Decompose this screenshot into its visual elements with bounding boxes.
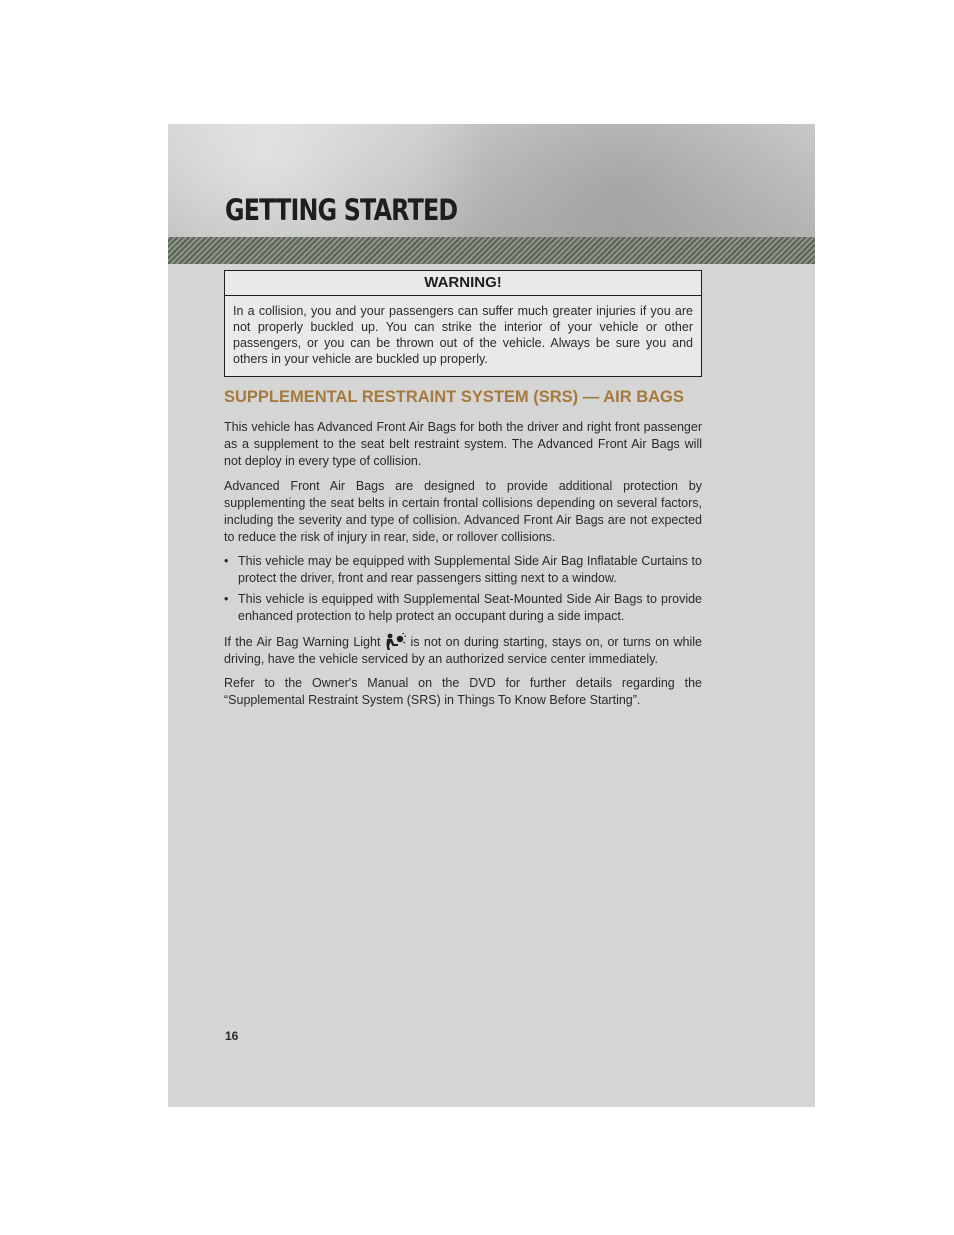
page-title: GETTING STARTED xyxy=(225,193,458,227)
section-heading: SUPPLEMENTAL RESTRAINT SYSTEM (SRS) — AIR BAGS xyxy=(224,388,684,406)
paragraph-front-airbags: This vehicle has Advanced Front Air Bags for both the driver and right front passenger as a supplement to the seat belt restraint system. The Advanced Front Air Bags will not deploy in every type of collision. xyxy=(224,420,702,468)
list-item xyxy=(224,553,702,587)
page-header xyxy=(168,124,815,237)
warning-title: WARNING! xyxy=(225,271,701,296)
manual-page xyxy=(168,124,815,1107)
page-number: 16 xyxy=(225,1029,239,1043)
bullet-text: This vehicle is equipped with Supplemental Seat-Mounted Side Air Bags to provide enhanced protection to help protect an occupant during a side impact. xyxy=(238,592,702,623)
list-item xyxy=(224,591,702,625)
bullet-marker: • xyxy=(224,592,229,606)
airbag-warning-light-icon xyxy=(384,633,406,650)
bullet-text: This vehicle may be equipped with Supplemental Side Air Bag Inflatable Curtains to protect the driver, front and rear passengers sitting next to a window. xyxy=(238,554,702,585)
bullet-marker: • xyxy=(224,554,229,568)
paragraph-warning-light xyxy=(224,633,702,668)
header-stripe xyxy=(168,237,815,264)
warning-light-text-start: If the Air Bag Warning Light xyxy=(224,635,381,649)
warning-box xyxy=(224,270,702,377)
warning-light-text-end: is not on during starting, stays on, or turns on while driving, have the vehicle serviced by an authorized service center immediately. xyxy=(224,635,702,666)
paragraph-airbag-design: Advanced Front Air Bags are designed to provide additional protection by supplementing the seat belts in certain frontal collisions depending on several factors, including the severity and type of collision. Advanced Front Air Bags are not expected to reduce the risk of injury in rear, side, or rollover collisions. xyxy=(224,479,702,544)
warning-text: In a collision, you and your passengers can suffer much greater injuries if you are not properly buckled up. You can strike the interior of your vehicle or other passengers, or you can be thrown out of the vehicle. Always be sure you and others in your vehicle are buckled up properly. xyxy=(233,304,693,366)
paragraph-owners-manual: Refer to the Owner's Manual on the DVD for further details regarding the “Supplemental Restraint System (SRS) in Things To Know Before Starting”. xyxy=(224,676,702,707)
